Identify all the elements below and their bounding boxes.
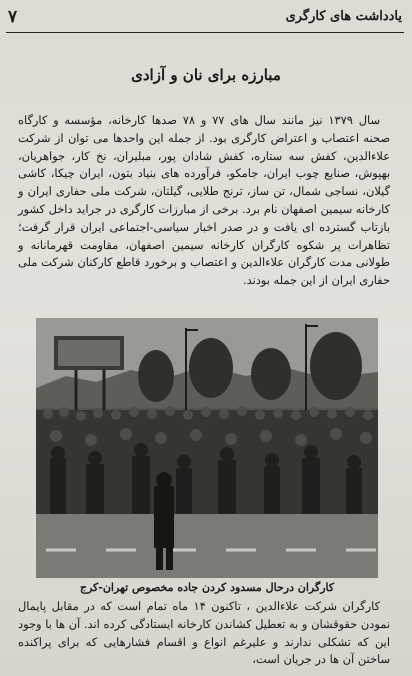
page-header — [6, 6, 404, 33]
paragraph-aladdin: کارگران شرکت علاءالدین ، تاکنون ۱۴ ماه تمام است که در مقابل پایمال نمودن حقوقشان و به تعطیل کشاندن کارخانه ایستادگی کرده اند. آن ها با وجود این که تشکلی ندارند و علیرغم انواع و اقسام فشارهایی که برای پراکنده ساختن آن ها در جریان است، — [18, 599, 390, 667]
road — [36, 514, 378, 578]
photo-caption: کارگران درحال مسدود کردن جاده مخصوص تهران-کرج — [79, 581, 335, 594]
protest-photo-drawing — [36, 318, 378, 578]
protest-photo — [36, 318, 378, 578]
article-title: مبارزه برای نان و آزادی — [131, 66, 281, 84]
billboard-panel — [58, 340, 120, 366]
paragraph-intro: سال ۱۳۷۹ نیز مانند سال های ۷۷ و ۷۸ صدها کارخانه، مؤسسه و کارگاه صحنه اعتصاب و اعتراض کارگری بود. از جمله این واحدها می توان از شرکت علاءالدین، کفش سه ستاره، کفش شادان پور، مبلیران، نخ کار، جواهریان، بهپوش، صنایع چوب ایران، جامکو، فرآورده های بنیاد بتون، ایران چیکا، کاشی گیلان، نساجی شمال، تن ساز، ترنج طلایی، گیلتان، شرکت ملی حفاری ایران و کارخانه سیمین اصفهان نام برد. برخی از مبارزات کارگری در جراید داخل کشور بازتاب گسترده ای یافت و در صدر اخبار سیاسی-اجتماعی ایران قرار گرفت؛ تظاهرات پر شکوه کارگران کارخانه سیمین اصفهان، مقاومت قهرمانانه و طولانی مدت کارگران علاءالدین و اعتصاب و برخورد قاطع کارکنان شرکت ملی حفاری ایران از این جمله بودند. — [18, 113, 390, 288]
running-head: یادداشت های کارگری — [285, 9, 402, 24]
page-number: ۷ — [8, 7, 18, 27]
